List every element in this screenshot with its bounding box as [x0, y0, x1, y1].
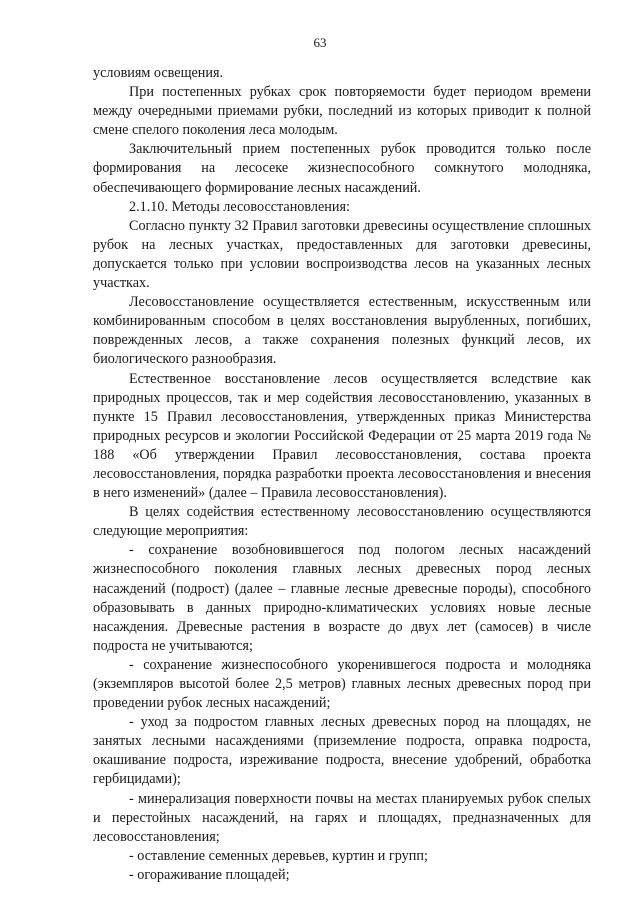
paragraph: Естественное восстановление лесов осуществляется вследствие как природных процессов, так и мер содействия лесовосстановлению, указанных в пункте 15 Правил лесовосстановления, утвержденных приказ Министерства природных ресурсов и экологии Российской Федерации от 25 марта 2019 года № 188 «Об утверждении Правил лесовосстановления, состава проекта лесовосстановления, порядка разработки проекта лесовосстановления и внесения в него изменений» (далее – Правила лесовосстановления).: [93, 370, 591, 502]
section-heading: 2.1.10. Методы лесовосстановления:: [129, 198, 350, 215]
paragraph: Согласно пункту 32 Правил заготовки древесины осуществление сплошных рубок на лесных участках, предоставленных для заготовки древесины, допускается только при условии воспроизводства лесов на указанных лесных участках.: [93, 217, 591, 292]
list-item: - минерализация поверхности почвы на местах планируемых рубок спелых и перестойных насаждений, на гарях и площадях, предназначенных для лесовосстановления;: [93, 790, 591, 845]
paragraph: В целях содействия естественному лесовосстановлению осуществляются следующие мероприятия:: [93, 504, 591, 540]
paragraph: Заключительный прием постепенных рубок проводится только после формирования на лесосеке жизнеспособного сомкнутого молодняка, обеспечивающего формирование лесных насаждений.: [93, 141, 591, 196]
list-item: - огораживание площадей;: [129, 866, 290, 883]
document-body: [93, 64, 591, 885]
page-number: 63: [313, 35, 327, 50]
list-item: - сохранение возобновившегося под пологом лесных насаждений жизнеспособного поколения главных лесных древесных пород лесных насаждений (подрост) (далее – главные лесные древесные породы), способного образовывать в данных природно-климатических условиях новые лесные насаждения. Древесные растения в возрасте до двух лет (самосев) в числе подроста не учитываются;: [93, 542, 591, 654]
list-item: - уход за подростом главных лесных древесных пород на площадях, не занятых лесными насаждениями (приземление подроста, оправка подроста, окашивание подроста, изреживание подроста, внесение удобрений, обработка гербицидами);: [93, 714, 591, 788]
paragraph: При постепенных рубках срок повторяемости будет периодом времени между очередными приемами рубки, последний из которых приводит к полной смене спелого поколения леса молодым.: [93, 84, 591, 139]
list-item: - сохранение жизнеспособного укоренившегося подроста и молодняка (экземпляров высотой более 2,5 метров) главных лесных древесных пород при проведении рубок лесных насаждений;: [93, 656, 591, 712]
list-item: - оставление семенных деревьев, куртин и групп;: [129, 847, 428, 864]
paragraph: условиям освещения.: [93, 65, 224, 81]
paragraph: Лесовосстановление осуществляется естественным, искусственным или комбинированным способом в целях восстановления вырубленных, погибших, поврежденных лесов, а также сохранения полезных функций лесов, их биологического разнообразия.: [93, 294, 591, 368]
